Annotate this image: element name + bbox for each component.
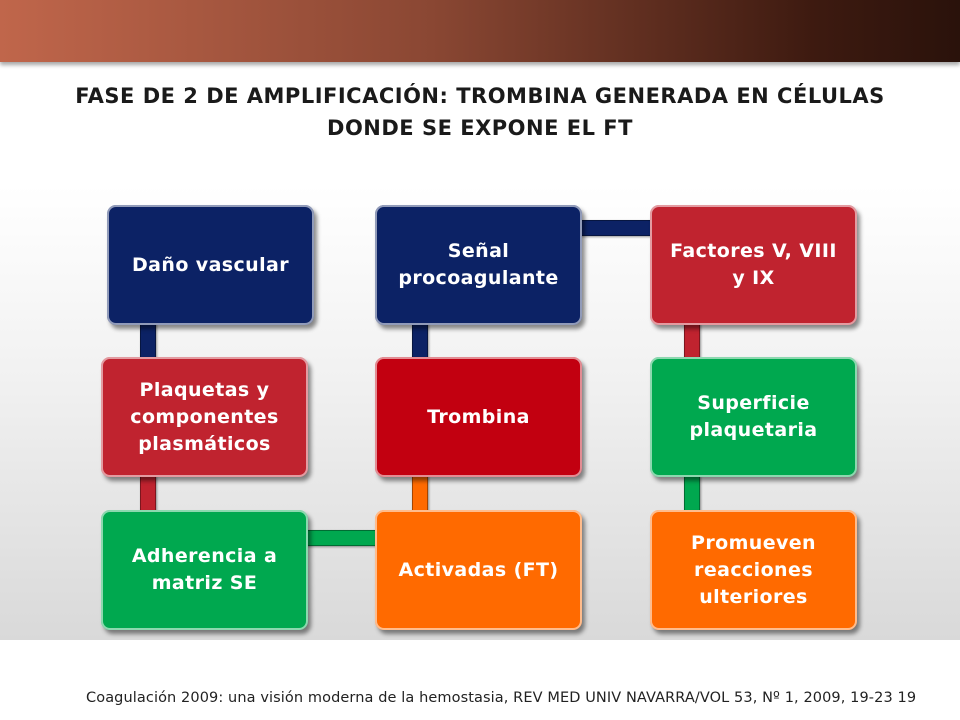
box-adherencia-matriz [101, 510, 308, 630]
box-label: Promueven reacciones ulteriores [691, 531, 816, 608]
connector-trombina-senal [412, 322, 428, 362]
box-senal-procoagulante [375, 205, 582, 325]
connector-activadas-trombina [412, 475, 428, 515]
box-factores [650, 205, 857, 325]
slide-title [40, 80, 920, 144]
box-plaquetas-componentes [101, 357, 308, 477]
connector-adherencia-activadas [305, 530, 381, 546]
box-label: Activadas (FT) [398, 558, 559, 581]
header-bar [0, 0, 960, 62]
connector-senal-factores [580, 220, 656, 236]
connector-dano-plaquetas [140, 322, 156, 362]
title-line-2: DONDE SE EXPONE EL FT [327, 116, 633, 140]
connector-factores-superficie [684, 322, 700, 362]
box-label: Plaquetas y componentes plasmáticos [130, 378, 279, 455]
box-label: Superficie plaquetaria [689, 392, 818, 441]
box-label: Señal procoagulante [398, 240, 559, 289]
box-label: Daño vascular [132, 253, 289, 276]
box-label: Adherencia a matriz SE [131, 545, 278, 594]
connector-superficie-promueven [684, 475, 700, 515]
connector-plaquetas-adherencia [140, 475, 156, 515]
box-trombina [375, 357, 582, 477]
box-label: Factores V, VIII y IX [670, 240, 837, 289]
box-activadas-ft [375, 510, 582, 630]
title-line-1: FASE DE 2 DE AMPLIFICACIÓN: TROMBINA GENERADA EN CÉLULAS [75, 84, 885, 108]
box-label: Trombina [427, 405, 530, 428]
box-promueven-reacciones [650, 510, 857, 630]
citation-caption: Coagulación 2009: una visión moderna de la hemostasia, REV MED UNIV NAVARRA/VOL 53, Nº 1, 2009, 19-23 19 [86, 690, 917, 706]
box-superficie-plaquetaria [650, 357, 857, 477]
box-dano-vascular [107, 205, 314, 325]
